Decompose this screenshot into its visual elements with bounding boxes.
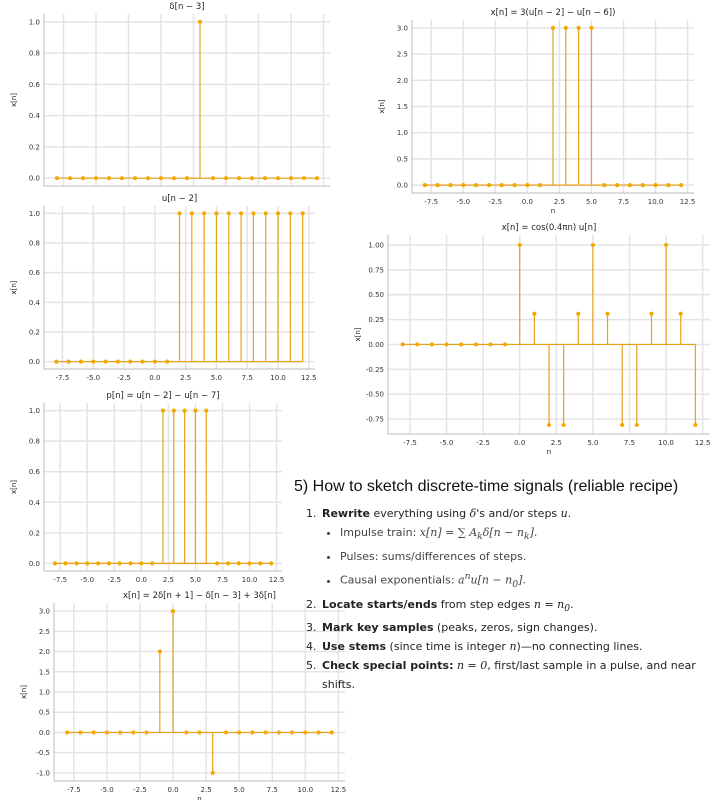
x-tick-label: 10.0: [270, 374, 286, 382]
y-tick-label: 0.5: [38, 708, 50, 717]
y-tick-label: 1.5: [396, 103, 408, 111]
recipe-substep-pulses: • Pulses: sums/differences of steps.: [340, 547, 710, 567]
x-tick-label: -7.5: [55, 374, 70, 382]
x-tick-label: 7.5: [241, 374, 253, 382]
y-tick-label: 0.6: [28, 80, 40, 89]
y-axis-label: x[n]: [10, 479, 18, 495]
y-tick-label: 0.4: [28, 298, 40, 307]
y-tick-label: 2.5: [396, 50, 408, 59]
recipe-panel: [294, 478, 710, 694]
stem-marker: [532, 312, 536, 316]
x-tick-label: -7.5: [53, 576, 68, 584]
x-tick-label: 12.5: [301, 374, 317, 382]
stem-marker: [415, 342, 419, 346]
x-tick-label: 7.5: [623, 439, 636, 447]
x-tick-label: 12.5: [330, 786, 347, 794]
x-tick-label: -5.0: [80, 576, 95, 584]
x-tick-label: -5.0: [100, 786, 114, 794]
x-tick-label: 0.0: [167, 786, 179, 794]
x-tick-label: -7.5: [403, 439, 417, 447]
recipe-step-2: 2. Locate starts/ends from step edges $n = n_0$.: [320, 595, 710, 618]
x-tick-label: 7.5: [266, 786, 278, 794]
y-tick-label: 0.6: [28, 269, 40, 278]
x-tick-label: -2.5: [476, 439, 490, 447]
x-tick-label: -7.5: [67, 786, 81, 794]
x-tick-label: -2.5: [133, 786, 147, 794]
y-axis-label: x[n]: [10, 280, 18, 295]
y-tick-label: -0.5: [36, 749, 50, 758]
recipe-step-3: 3. Mark key samples (peaks, zeros, sign changes).: [320, 618, 710, 637]
y-tick-label: 1.00: [368, 241, 384, 250]
y-tick-label: 0.50: [368, 291, 384, 300]
y-tick-label: 0.75: [368, 266, 384, 275]
x-tick-label: -2.5: [117, 374, 131, 382]
y-tick-label: 0.25: [368, 316, 384, 325]
recipe-step-1: 1. Rewrite everything using δ's and/or steps u. • Impulse train: x[n] = ∑ $A_k\delta[n - n_k]$. • Pulses: sums/differences of steps. • Causal exponentials: $a^nu[n - n_0]$.: [320, 504, 710, 595]
recipe-step-4: 4. Use stems (since time is integer n)—no connecting lines.: [320, 637, 710, 656]
y-tick-label: 0.4: [28, 498, 40, 507]
stem-marker: [401, 342, 405, 346]
y-tick-label: 0.2: [28, 328, 40, 337]
x-tick-label: 12.5: [694, 439, 711, 447]
x-tick-label: 7.5: [216, 576, 229, 584]
x-tick-label: 5.0: [189, 576, 202, 584]
stem-marker: [576, 312, 580, 316]
y-tick-label: 0.2: [28, 529, 40, 538]
x-tick-label: 2.5: [553, 198, 565, 206]
stem-marker: [547, 423, 551, 427]
x-tick-label: 2.5: [550, 439, 562, 447]
y-tick-label: 0.0: [28, 559, 40, 568]
y-axis-label: x[n]: [20, 684, 28, 700]
x-tick-label: 5.0: [233, 786, 245, 794]
recipe-step-5: 5. Check special points: n = 0, first/last sample in a pulse, and near shifts.: [320, 656, 710, 694]
y-tick-label: 2.5: [38, 627, 50, 636]
stem-marker: [679, 312, 683, 316]
y-tick-label: 0.8: [28, 239, 40, 248]
x-tick-label: -7.5: [424, 198, 439, 206]
y-axis-label: x[n]: [378, 99, 386, 114]
stem-marker: [562, 423, 566, 427]
stem-marker: [591, 243, 595, 247]
y-tick-label: 1.5: [38, 668, 50, 677]
y-tick-label: 2.0: [38, 648, 50, 657]
y-tick-label: -0.50: [365, 390, 384, 399]
chart-title: x[n] = cos(0.4πn) u[n]: [501, 223, 597, 233]
x-tick-label: -2.5: [488, 198, 503, 206]
stem-marker: [664, 243, 668, 247]
x-tick-label: 5.0: [210, 374, 223, 382]
stem-marker: [693, 423, 697, 427]
y-tick-label: 1.0: [28, 407, 40, 416]
stem-marker: [488, 342, 492, 346]
y-tick-label: 1.0: [28, 18, 40, 27]
chart-title: δ[n − 3]: [169, 2, 205, 12]
chart-title: u[n − 2]: [161, 194, 198, 204]
y-tick-label: 0.0: [396, 181, 408, 190]
x-tick-label: 10.0: [658, 439, 674, 447]
x-tick-label: 2.5: [200, 786, 212, 794]
x-tick-label: 0.0: [514, 439, 526, 447]
x-tick-label: -2.5: [107, 576, 122, 584]
x-tick-label: 10.0: [241, 576, 258, 584]
x-tick-label: 12.5: [268, 576, 285, 584]
y-tick-label: 0.8: [28, 49, 40, 58]
x-tick-label: -5.0: [86, 374, 101, 382]
stem-marker: [459, 342, 463, 346]
chart-title: x[n] = 2δ[n + 1] − δ[n − 3] + 3δ[n]: [123, 591, 276, 601]
stem-marker: [430, 342, 434, 346]
y-tick-label: 0.0: [28, 358, 40, 367]
stem-marker: [518, 243, 522, 247]
x-tick-label: 10.0: [297, 786, 314, 794]
y-tick-label: 1.0: [38, 688, 50, 697]
x-axis-label: n: [546, 448, 552, 456]
x-tick-label: 5.0: [585, 198, 598, 206]
x-tick-label: -5.0: [456, 198, 471, 206]
y-tick-label: 1.0: [28, 209, 40, 218]
stem-marker: [444, 342, 448, 346]
recipe-substep-impulse-train: • Impulse train: x[n] = ∑ $A_k\delta[n - n_k]$.: [340, 523, 710, 547]
x-tick-label: 0.0: [521, 198, 533, 206]
y-tick-label: 1.0: [396, 129, 408, 138]
x-axis-label: n: [550, 207, 556, 215]
y-tick-label: 0.00: [368, 340, 384, 349]
x-tick-label: 0.0: [135, 576, 147, 584]
y-axis-label: x[n]: [10, 92, 18, 108]
stem-marker: [635, 423, 639, 427]
y-tick-label: -1.0: [36, 769, 50, 778]
stem-marker: [474, 342, 478, 346]
y-tick-label: 0.5: [396, 155, 408, 164]
y-tick-label: 0.2: [28, 143, 40, 152]
y-tick-label: 3.0: [396, 24, 408, 33]
x-tick-label: 10.0: [647, 198, 664, 206]
x-tick-label: 0.0: [149, 374, 161, 382]
y-tick-label: 0.8: [28, 437, 40, 446]
x-tick-label: 2.5: [180, 374, 192, 382]
y-tick-label: 0.0: [28, 174, 40, 183]
y-tick-label: -0.25: [365, 365, 384, 374]
x-axis-label: n: [197, 795, 202, 800]
x-tick-label: 12.5: [679, 198, 696, 206]
chart-title: x[n] = 3(u[n − 2] − u[n − 6]): [490, 8, 616, 18]
y-tick-label: 0.4: [28, 112, 40, 121]
y-tick-label: 0.6: [28, 468, 40, 477]
chart-title: p[n] = u[n − 2] − u[n − 7]: [106, 391, 220, 401]
x-tick-label: 7.5: [617, 198, 630, 206]
recipe-substep-exponentials: • Causal exponentials: $a^nu[n - n_0]$.: [340, 567, 710, 595]
y-tick-label: 3.0: [38, 607, 50, 616]
recipe-title: 5) How to sketch discrete-time signals (reliable recipe): [294, 478, 679, 495]
y-tick-label: 0.0: [38, 728, 50, 737]
recipe-substeps: [322, 523, 710, 595]
stem-marker: [620, 423, 624, 427]
y-axis-label: x[n]: [354, 327, 362, 342]
y-tick-label: -0.75: [365, 415, 384, 424]
stem-marker: [503, 342, 507, 346]
stem-marker: [605, 312, 609, 316]
x-tick-label: 2.5: [162, 576, 174, 584]
x-tick-label: 5.0: [587, 439, 599, 447]
y-tick-label: 2.0: [396, 76, 408, 85]
x-tick-label: -5.0: [439, 439, 454, 447]
stem-marker: [649, 312, 653, 316]
recipe-steps: [294, 504, 710, 694]
